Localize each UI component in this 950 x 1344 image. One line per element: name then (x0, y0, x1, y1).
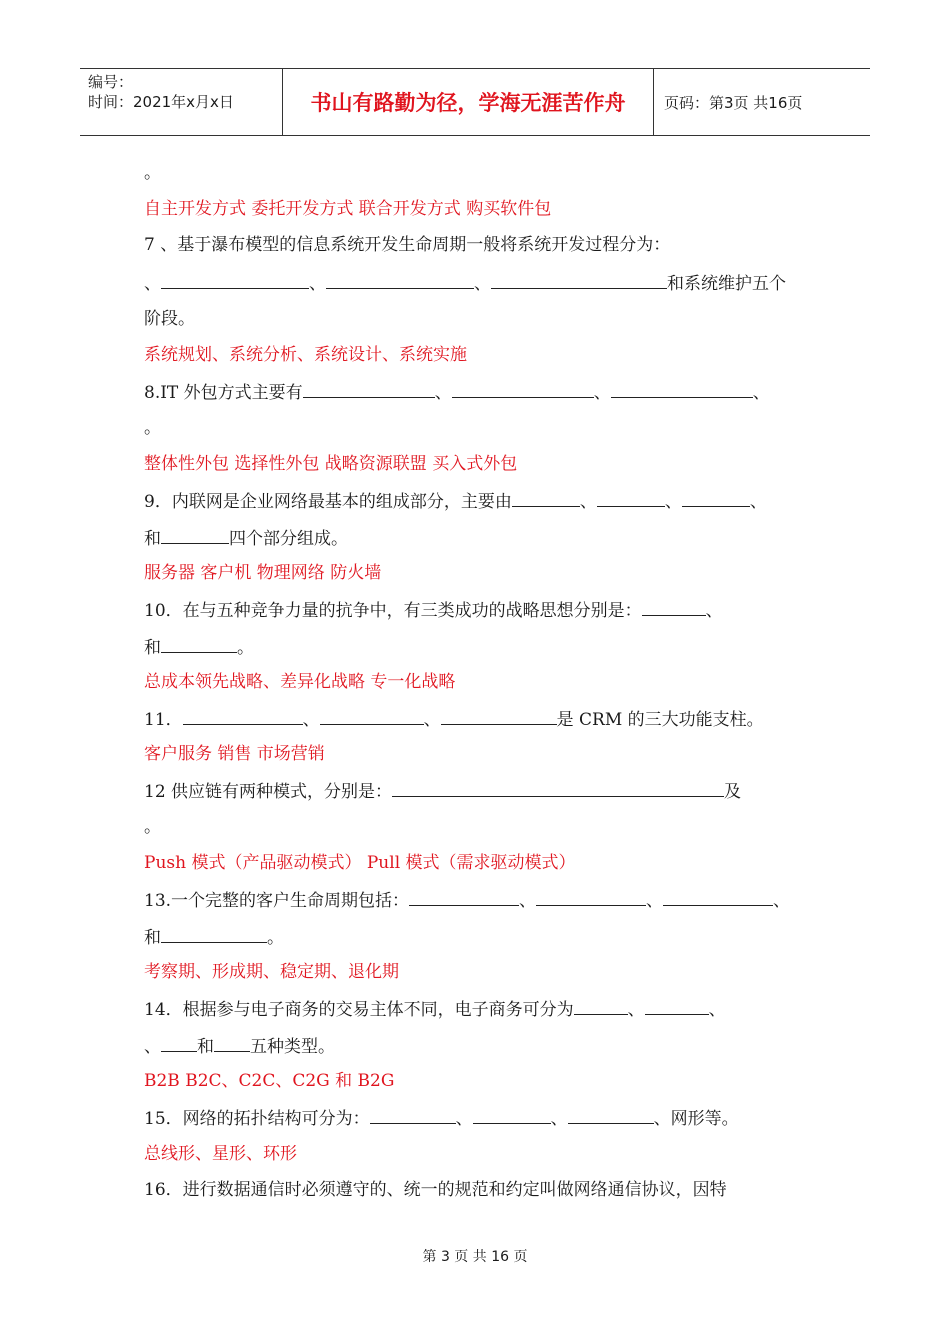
question-13 (144, 888, 824, 912)
separator: 、 (664, 492, 682, 512)
answer-line: 考察期、形成期、稳定期、退化期 (144, 962, 399, 982)
separator: 、 (749, 492, 767, 512)
question-text: 14．根据参与电子商务的交易主体不同，电子商务可分为 (144, 1000, 574, 1020)
fill-blank (597, 489, 665, 507)
page-footer: 第 3 页 共 16 页 (422, 1249, 528, 1265)
fill-blank (512, 489, 580, 507)
question-12 (144, 779, 824, 803)
separator: 、 (434, 383, 452, 403)
question-7-blanks (144, 271, 824, 295)
separator: 、 (646, 891, 664, 911)
question-text: 8.IT 外包方式主要有 (144, 383, 303, 403)
separator: 、 (705, 601, 723, 621)
question-8 (144, 380, 824, 404)
answer-line: 总成本领先战略、差异化战略 专一化战略 (144, 672, 456, 692)
question-text: 15．网络的拓扑结构可分为： (144, 1109, 370, 1129)
fill-blank (370, 1106, 456, 1124)
separator: 。 (267, 928, 284, 948)
question-text: 9．内联网是企业网络最基本的组成部分，主要由 (144, 492, 512, 512)
answer-line: B2B B2C、C2C、C2G 和 B2G (144, 1071, 395, 1091)
separator: 、 (627, 1000, 645, 1020)
fill-blank (161, 925, 267, 943)
separator: 、 (593, 383, 611, 403)
fill-blank (452, 380, 594, 398)
fill-blank (611, 380, 753, 398)
separator: 、 (144, 274, 161, 294)
answer-line: Push 模式（产品驱动模式） Pull 模式（需求驱动模式） (144, 853, 576, 873)
separator: 、 (144, 1037, 161, 1057)
separator: 、 (579, 492, 597, 512)
question-10 (144, 598, 824, 622)
text-line: 。 (144, 163, 161, 183)
question-text: 和 (144, 928, 161, 948)
fill-blank (161, 526, 229, 544)
fill-blank (568, 1106, 654, 1124)
separator: 、 (773, 891, 791, 911)
question-14-cont (144, 1034, 824, 1058)
answer-line: 系统规划、系统分析、系统设计、系统实施 (144, 345, 467, 365)
separator: 、 (309, 274, 326, 294)
question-text: 和 (144, 638, 161, 658)
question-text: 和系统维护五个 (667, 274, 786, 294)
fill-blank (303, 380, 435, 398)
question-14 (144, 997, 824, 1021)
question-7: 7 、基于瀑布模型的信息系统开发生命周期一般将系统开发过程分为： (144, 235, 671, 255)
question-15 (144, 1106, 824, 1130)
fill-blank (320, 707, 424, 725)
text-line: 。 (144, 418, 161, 438)
question-9 (144, 489, 824, 513)
fill-blank (409, 888, 519, 906)
fill-blank (326, 271, 474, 289)
answer-line: 客户服务 销售 市场营销 (144, 744, 325, 764)
code-label: 编号： (88, 73, 134, 91)
question-13-cont (144, 925, 824, 949)
question-text: 是 CRM 的三大功能支柱。 (556, 710, 764, 730)
separator: 、 (752, 383, 770, 403)
fill-blank (161, 1034, 197, 1052)
separator: 、 (474, 274, 491, 294)
fill-blank (161, 271, 309, 289)
answer-line: 服务器 客户机 物理网络 防火墙 (144, 563, 382, 583)
question-text: 及 (724, 782, 742, 802)
fill-blank (441, 707, 557, 725)
text-line: 。 (144, 817, 161, 837)
separator: 、 (519, 891, 537, 911)
fill-blank (214, 1034, 250, 1052)
header-meta (80, 69, 282, 135)
question-text: 12 供应链有两种模式，分别是： (144, 782, 393, 802)
answer-line: 自主开发方式 委托开发方式 联合开发方式 购买软件包 (144, 199, 552, 219)
fill-blank (642, 598, 706, 616)
question-text: 11． (144, 710, 183, 730)
question-9-cont (144, 526, 824, 550)
fill-blank (645, 997, 709, 1015)
time-label: 时间：2021年x月x日 (88, 93, 234, 111)
fill-blank (473, 1106, 551, 1124)
separator: 、 (455, 1109, 473, 1129)
fill-blank (663, 888, 773, 906)
separator: 、 (653, 1109, 671, 1129)
answer-line: 总线形、星形、环形 (144, 1144, 297, 1164)
text-line: 阶段。 (144, 309, 195, 329)
header-page-info: 页码：第3页 共16页 (664, 94, 803, 112)
answer-line: 整体性外包 选择性外包 战略资源联盟 买入式外包 (144, 454, 518, 474)
fill-blank (183, 707, 303, 725)
question-text: 网形等。 (670, 1109, 739, 1129)
separator: 。 (237, 638, 254, 658)
separator: 、 (550, 1109, 568, 1129)
separator: 、 (708, 1000, 726, 1020)
question-text: 和 (197, 1037, 214, 1057)
fill-blank (392, 779, 724, 797)
question-text: 10．在与五种竞争力量的抗争中，有三类成功的战略思想分别是： (144, 601, 642, 621)
fill-blank (491, 271, 667, 289)
question-11 (144, 707, 824, 731)
question-text: 和 (144, 529, 161, 549)
header-motto: 书山有路勤为径，学海无涯苦作舟 (282, 69, 654, 135)
fill-blank (682, 489, 750, 507)
question-text: 13.一个完整的客户生命周期包括： (144, 891, 410, 911)
fill-blank (574, 997, 628, 1015)
fill-blank (161, 635, 237, 653)
question-text: 四个部分组成。 (229, 529, 348, 549)
page-header (80, 68, 870, 136)
question-16: 16．进行数据通信时必须遵守的、统一的规范和约定叫做网络通信协议，因特 (144, 1180, 727, 1200)
separator: 、 (302, 710, 320, 730)
fill-blank (536, 888, 646, 906)
question-text: 五种类型。 (250, 1037, 335, 1057)
question-10-cont (144, 635, 824, 659)
separator: 、 (423, 710, 441, 730)
